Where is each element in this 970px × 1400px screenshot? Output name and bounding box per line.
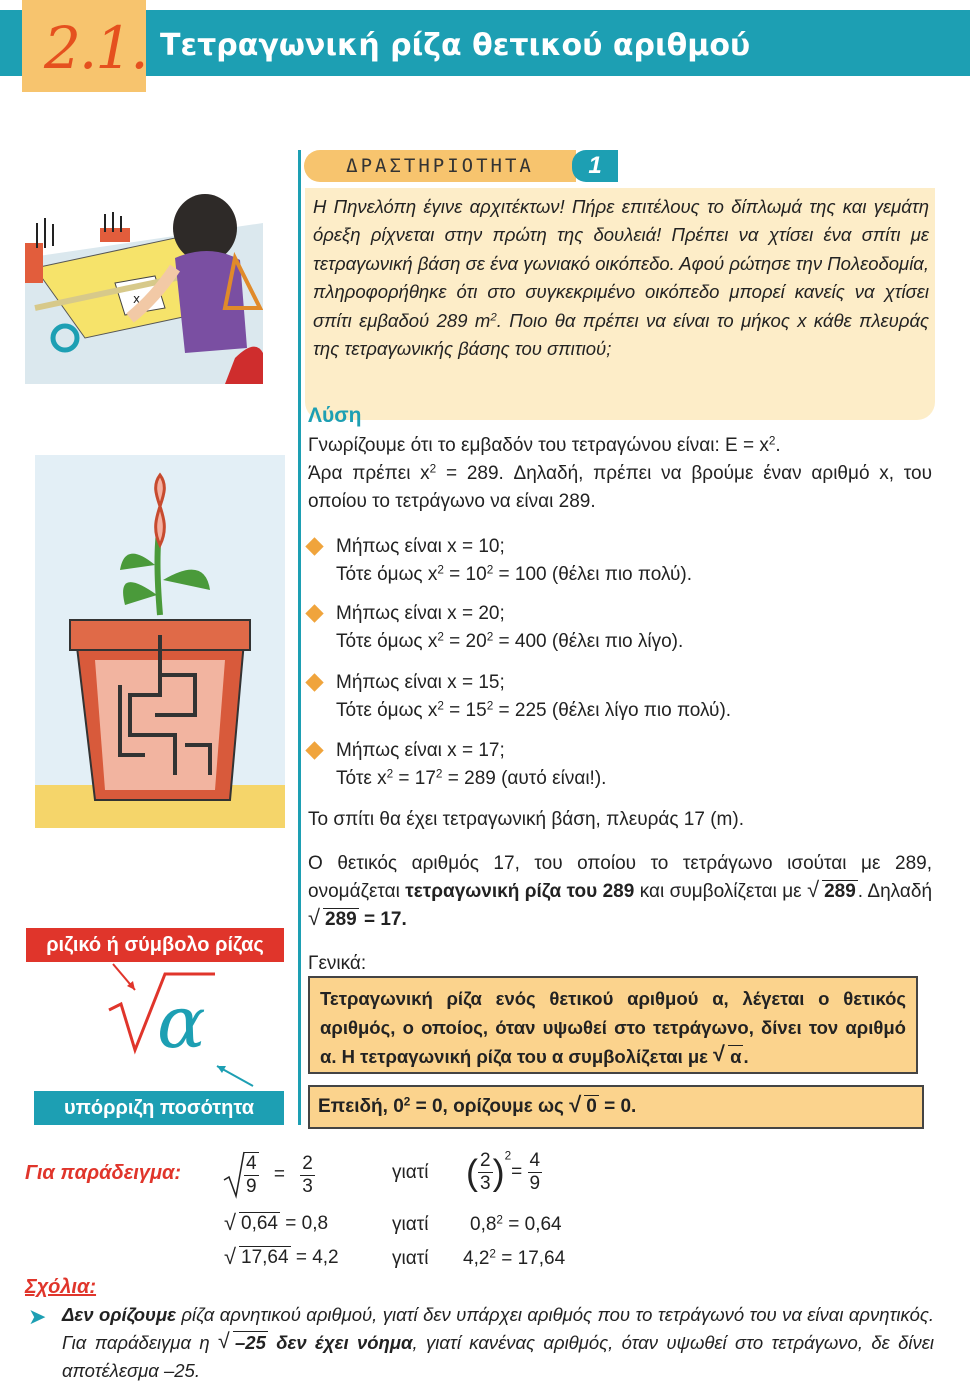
example-3-check: $4,2^2 = 17,64$ <box>463 1247 566 1269</box>
arrow-bullet-icon: ➤ <box>28 1304 47 1329</box>
bullet-diamond-icon <box>305 604 323 622</box>
example-1-root: $\frac{4}{9}$ = $\frac{2}{3}$ <box>222 1150 315 1200</box>
example-3-root: √ 17,64 = 4,2 <box>224 1246 339 1269</box>
problem-text: Η Πηνελόπη έγινε αρχιτέκτων! Πήρε επιτέλους το δίπλωμά της και γεμάτη όρεξη ρίχνεται στην πρώτη της δουλειά! Πρέπει να χτίσει ένα σπίτι με τετραγωνική βάση σε ένα γωνιακό οικόπεδο. Αφού ρώτησε την Πολεοδομία, πληροφορήθηκε ότι στο συγκεκριμένο οικόπεδο μπορεί κανείς να χτίσει σπίτι εμβαδού 289 $m^2$. Ποιο θα πρέπει να είναι το μήκος x κάθε πλευράς της τετραγωνικής βάσης του σπιτιού; <box>313 196 929 360</box>
bullet-diamond-icon <box>305 537 323 555</box>
list-item: Μήπως είναι x = 20; Τότε όμως $x^2 = 20^2 = 400$ (θέλει πιο λίγο). <box>308 600 683 656</box>
radical-sign-icon <box>222 1150 246 1200</box>
definition-paragraph: Ο θετικός αριθμός 17, του οποίου το τετράγωνο ισούται με 289, ονομάζεται τετραγωνική ρίζα του 289 και συμβολίζεται με √ 289 . Δηλαδή √ 289 = 17. <box>308 850 932 934</box>
radicand-letter: α <box>157 980 206 1064</box>
solution-line-2: Άρα πρέπει $x^2 = 289$. Δηλαδή, πρέπει να βρούμε έναν αριθμό x, του οποίου το τετράγωνο να είναι 289. <box>308 462 932 512</box>
column-divider <box>298 150 301 1125</box>
radical-symbol-diagram <box>95 962 265 1092</box>
radical-sign-label: ριζικό ή σύμβολο ρίζας <box>26 928 284 962</box>
definition-box <box>308 976 918 1074</box>
architect-illustration <box>25 188 263 384</box>
section-number: 2.1. <box>44 14 147 82</box>
example-1-because: γιατί <box>392 1162 429 1183</box>
section-number-badge <box>22 0 146 92</box>
problem-box <box>305 188 935 420</box>
general-label: Γενικά: <box>308 953 367 974</box>
zero-root-text: Επειδή, $0^2 = 0$, ορίζουμε ως √ 0 = 0. <box>310 1087 922 1127</box>
notes-heading: Σχόλια: <box>25 1276 97 1298</box>
list-item: Μήπως είναι x = 15; Τότε όμως $x^2 = 15^2 = 225$ (θέλει λίγο πιο πολύ). <box>308 669 731 725</box>
example-1-check: ( $\frac{2}{3}$ )$^2$= $\frac{4}{9}$ <box>466 1149 541 1194</box>
page-title: Τετραγωνική ρίζα θετικού αριθμού <box>160 28 751 63</box>
conclusion-text: Το σπίτι θα έχει τετραγωνική βάση, πλευράς 17 (m). <box>308 809 744 830</box>
bullet-diamond-icon <box>305 673 323 691</box>
solution-line-1: Γνωρίζουμε ότι το εμβαδόν του τετραγώνου είναι: $E = x^2$. <box>308 434 781 456</box>
note-text: Δεν ορίζουμε ρίζα αρνητικού αριθμού, γιατί δεν υπάρχει αριθμός που το τετράγωνό του να είναι αρνητικός. Για παράδειγμα η √ –25 δεν έχει νόημα, γιατί κανένας αριθμός, όταν υψωθεί στο τετράγωνο, δε δίνει αποτέλεσμα –25. <box>62 1301 934 1385</box>
activity-label: ΔΡΑΣΤΗΡΙΟΤΗΤΑ <box>304 150 576 182</box>
example-2-because: γιατί <box>392 1214 429 1235</box>
zero-root-box <box>308 1085 924 1129</box>
list-item: Μήπως είναι x = 17; Τότε $x^2 = 17^2 = 289$ (αυτό είναι!). <box>308 737 606 793</box>
solution-heading: Λύση <box>308 404 362 427</box>
activity-number: 1 <box>572 150 618 182</box>
list-item: Μήπως είναι x = 10; Τότε όμως $x^2 = 10^2 = 100$ (θέλει πιο πολύ). <box>308 533 692 589</box>
example-3-because: γιατί <box>392 1248 429 1269</box>
definition-text: Τετραγωνική ρίζα ενός θετικού αριθμού α, λέγεται ο θετικός αριθμός, ο οποίος, όταν υψωθεί στο τετράγωνο, δίνει τον αριθμό α. Η τετραγωνική ρίζα του α συμβολίζεται με √ α . <box>310 978 916 1077</box>
examples-label: Για παράδειγμα: <box>25 1162 182 1184</box>
example-2-root: √ 0,64 = 0,8 <box>224 1212 328 1235</box>
plant-pot-illustration <box>35 455 285 828</box>
svg-text:x: x <box>133 292 141 306</box>
bullet-diamond-icon <box>305 741 323 759</box>
example-2-check: $0,8^2 = 0,64$ <box>470 1213 562 1235</box>
radicand-label: υπόρριζη ποσότητα <box>34 1091 284 1125</box>
